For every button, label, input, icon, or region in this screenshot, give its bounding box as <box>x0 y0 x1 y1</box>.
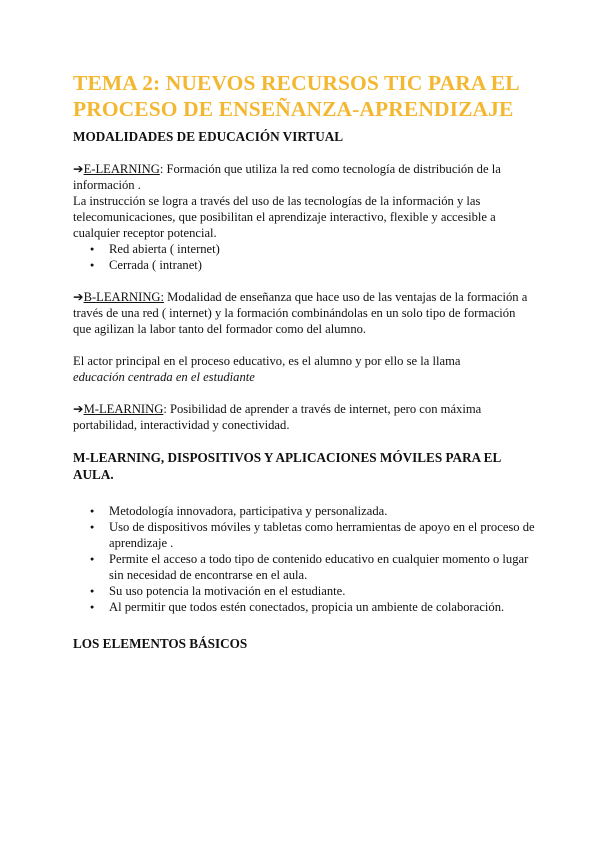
elearning-definition-text: : Formación que utiliza la red como tecnología de distribución de la información . <box>73 162 501 192</box>
arrow-icon: ➔ <box>73 162 84 176</box>
mlearning-bullet-list <box>73 503 535 615</box>
blearning-definition-text: Modalidad de enseñanza que hace uso de las ventajas de la formación a través de una red ( internet) y la formación combinándolas en un solo tipo de formación que agilizan la labor tanto del formador como del alumno. <box>73 290 528 336</box>
section-heading-elementos: LOS ELEMENTOS BÁSICOS <box>73 636 248 651</box>
elearning-paragraph: La instrucción se logra a través del uso de las tecnologías de la información y las telecomunicaciones, que posibilitan el aprendizaje interactivo, flexible y accesible a cualquier receptor potencial. <box>73 194 496 240</box>
title-line-2: PROCESO DE ENSEÑANZA-APRENDIZAJE <box>73 97 514 121</box>
list-item: ● Red abierta ( internet) <box>73 241 535 257</box>
actor-italic-text: educación centrada en el estudiante <box>73 370 255 384</box>
mlearning-definition <box>73 401 535 433</box>
list-item: ● Uso de dispositivos móviles y tabletas como herramientas de apoyo en el proceso de aprendizaje . <box>73 519 535 551</box>
document-title <box>73 70 535 122</box>
section-heading-modalidades: MODALIDADES DE EDUCACIÓN VIRTUAL <box>73 129 344 144</box>
title-line-1: TEMA 2: NUEVOS RECURSOS TIC PARA EL <box>73 71 520 95</box>
section-heading-mlearning: M-LEARNING, DISPOSITIVOS Y APLICACIONES MÓVILES PARA EL AULA. <box>73 450 501 482</box>
arrow-icon: ➔ <box>73 402 84 416</box>
list-item: ● Permite el acceso a todo tipo de contenido educativo en cualquier momento o lugar sin necesidad de encontrarse en el aula. <box>73 551 535 583</box>
elearning-definition <box>73 161 535 193</box>
list-item: ● Cerrada ( intranet) <box>73 257 535 273</box>
list-item: ● Su uso potencia la motivación en el estudiante. <box>73 583 535 599</box>
elearning-term: E-LEARNING <box>83 162 160 176</box>
mlearning-term: M-LEARNING <box>83 402 164 416</box>
actor-text: El actor principal en el proceso educativo, es el alumno y por ello se la llama <box>73 354 461 368</box>
blearning-definition <box>73 289 535 337</box>
document-page <box>73 70 535 652</box>
elearning-bullet-list <box>73 241 535 273</box>
list-item: ● Metodología innovadora, participativa y personalizada. <box>73 503 535 519</box>
list-item: ● Al permitir que todos estén conectados, propicia un ambiente de colaboración. <box>73 599 535 615</box>
arrow-icon: ➔ <box>73 290 84 304</box>
mlearning-definition-text: : Posibilidad de aprender a través de internet, pero con máxima portabilidad, interactividad y conectividad. <box>73 402 482 432</box>
actor-paragraph <box>73 353 535 385</box>
blearning-term: B-LEARNING: <box>83 290 165 304</box>
